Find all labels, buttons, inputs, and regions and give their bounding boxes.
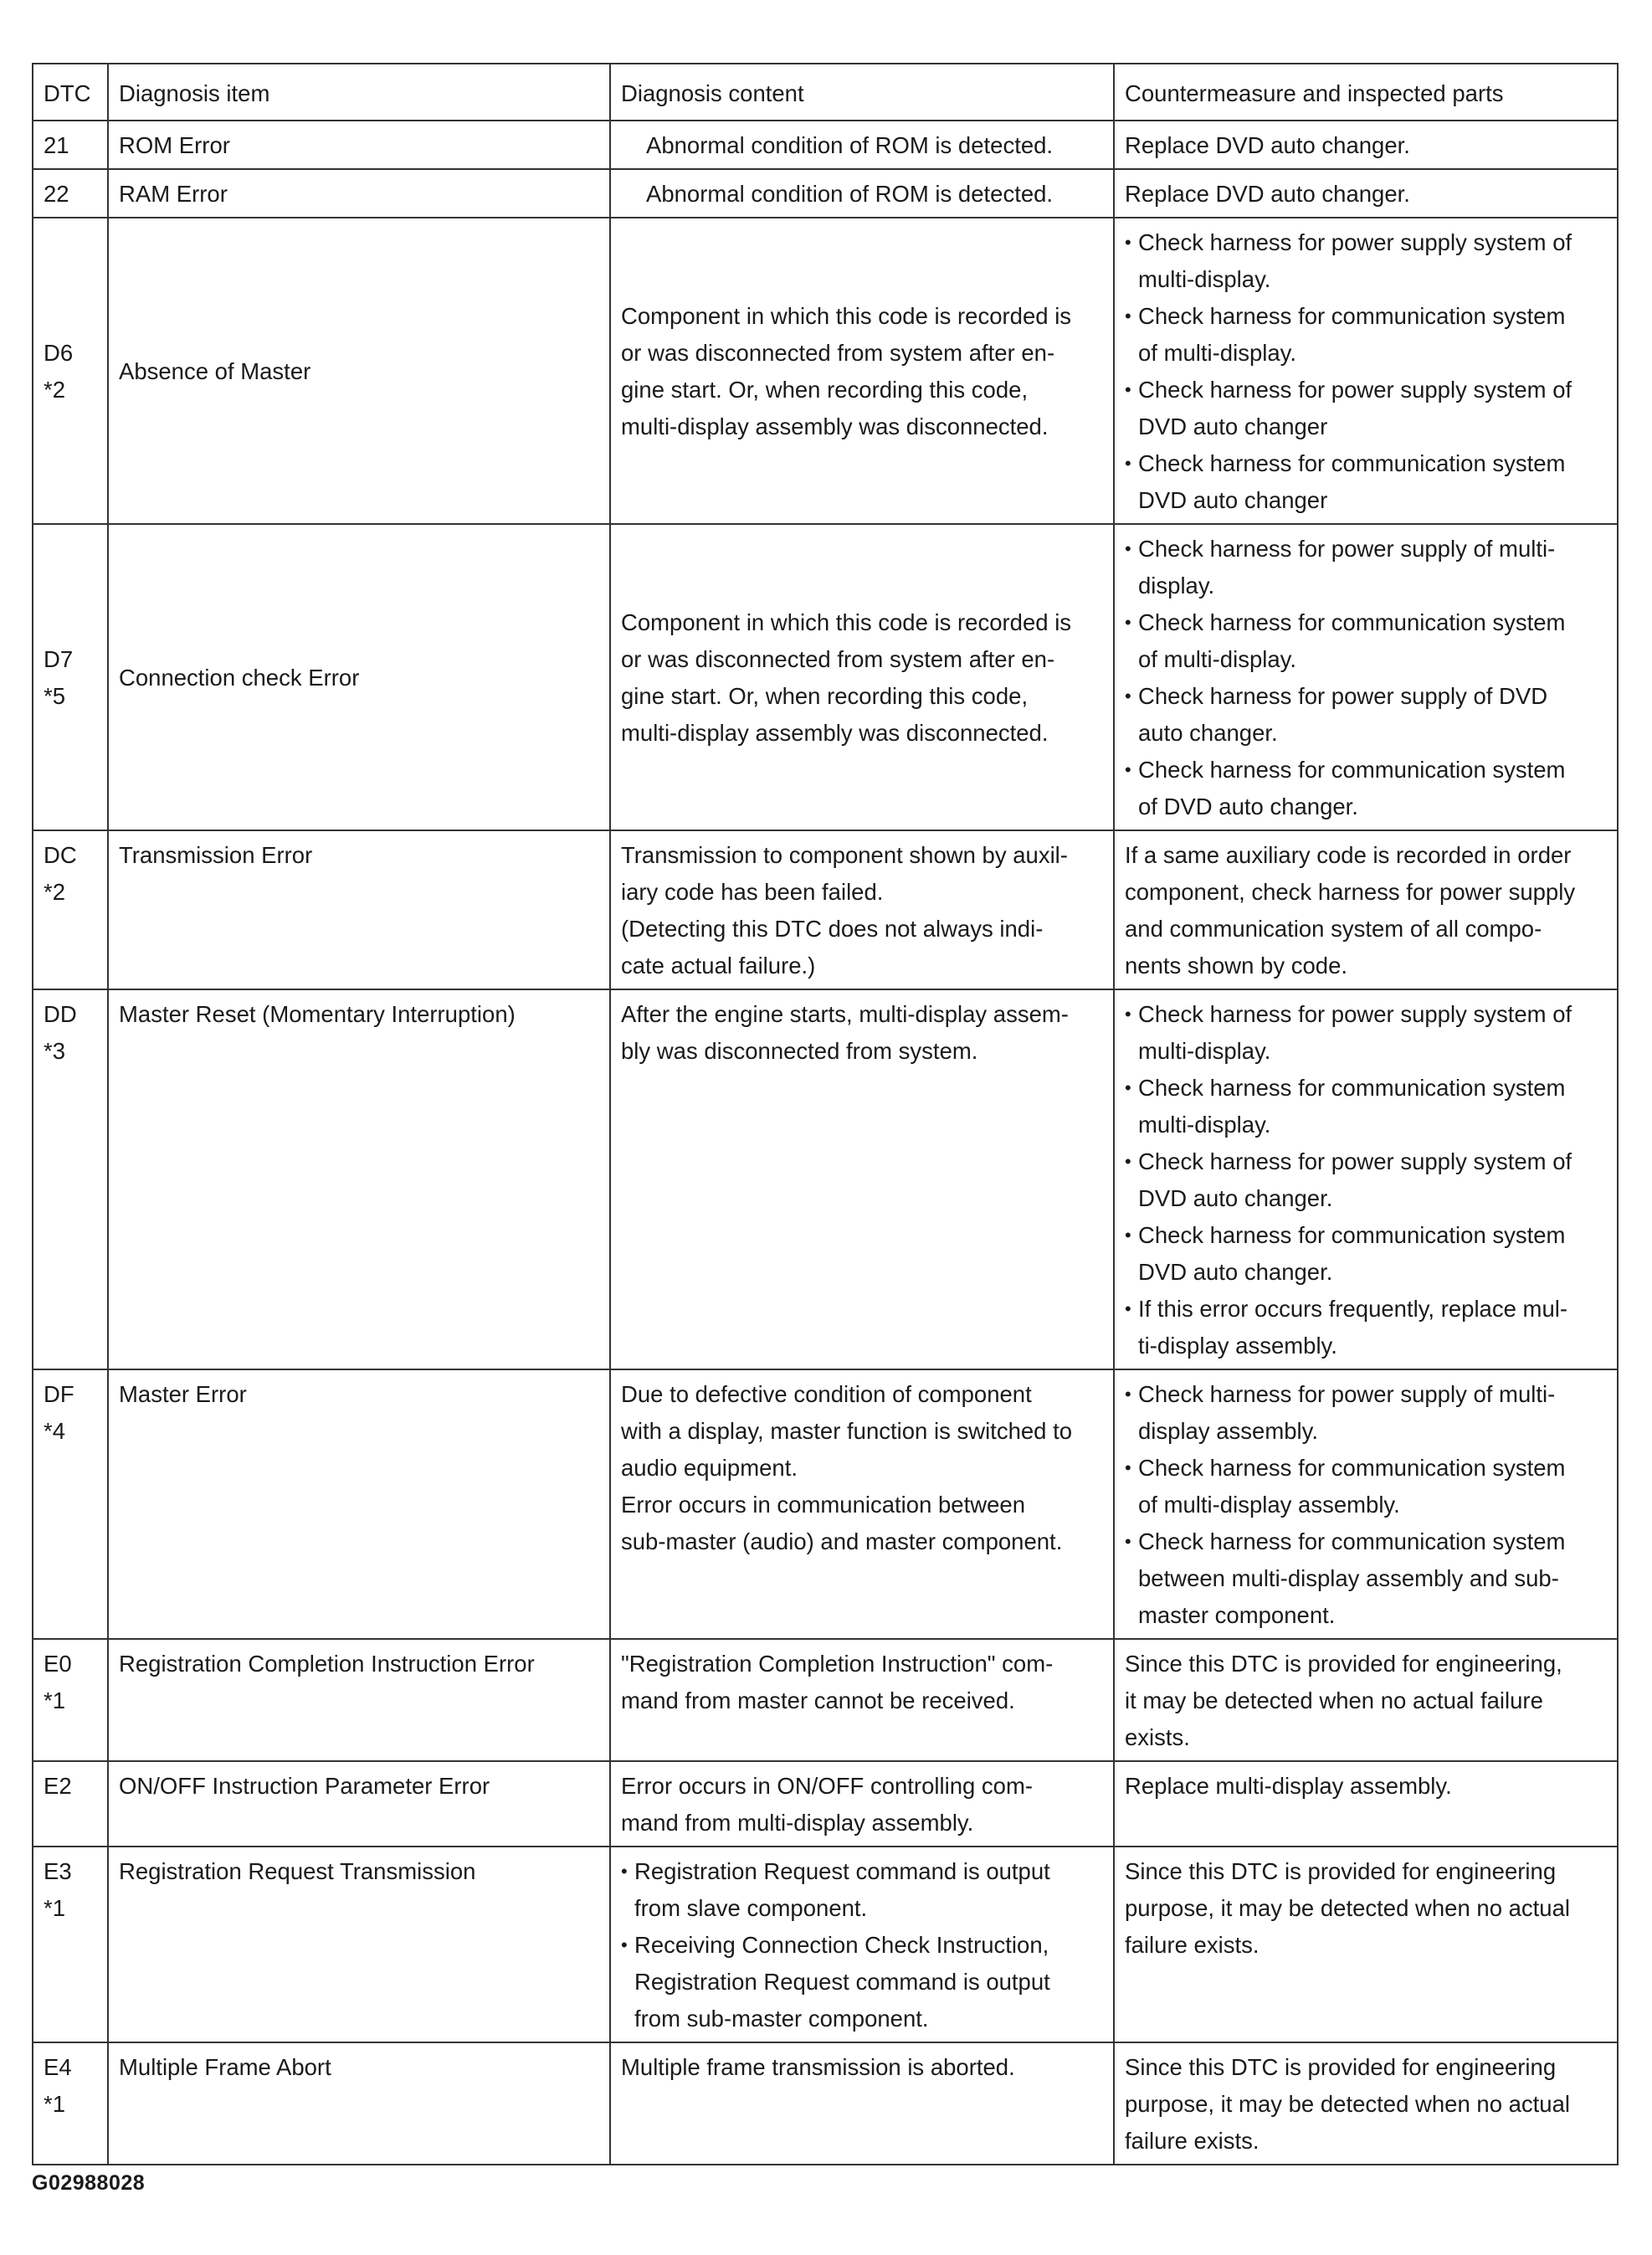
countermeasure-line: • Check harness for communication system [1138, 1222, 1566, 1248]
header-diagnosis-content: Diagnosis content [610, 64, 1114, 121]
content-line: mand from multi-display assembly. [621, 1810, 974, 1836]
content-line: Component in which this code is recorded is [621, 303, 1072, 329]
diagnosis-content-cell [610, 1369, 1114, 1639]
countermeasure-line: DVD auto changer [1138, 414, 1328, 439]
diagnosis-item-cell: ON/OFF Instruction Parameter Error [108, 1761, 610, 1847]
countermeasure-line: purpose, it may be detected when no actual [1125, 1895, 1571, 1921]
diagnosis-item-cell: ROM Error [108, 121, 610, 169]
countermeasure-line: DVD auto changer. [1138, 1259, 1333, 1285]
countermeasure-bullet [1125, 678, 1607, 752]
diagnosis-content-cell [610, 524, 1114, 830]
diagnosis-item-cell: Multiple Frame Abort [108, 2042, 610, 2165]
table-row [33, 1639, 1618, 1761]
countermeasure-cell [1114, 1847, 1618, 2042]
dtc-code: DD [44, 1001, 77, 1027]
dtc-code: E4 [44, 2054, 72, 2080]
table-row [33, 1761, 1618, 1847]
diagnosis-item-cell: RAM Error [108, 169, 610, 218]
content-bullet [621, 1927, 1103, 2037]
dtc-code: E0 [44, 1651, 72, 1677]
dtc-code-cell [33, 1847, 108, 2042]
content-line: multi-display assembly was disconnected. [621, 720, 1049, 746]
content-line: cate actual failure.) [621, 953, 816, 979]
countermeasure-bullet [1125, 372, 1607, 445]
countermeasure-line: • If this error occurs frequently, replace mul- [1138, 1296, 1568, 1322]
dtc-code-cell [33, 2042, 108, 2165]
dtc-code-cell [33, 830, 108, 989]
countermeasure-cell [1114, 1369, 1618, 1639]
countermeasure-line: Since this DTC is provided for engineering, [1125, 1651, 1562, 1677]
content-line: Multiple frame transmission is aborted. [621, 2054, 1015, 2080]
countermeasure-bullet [1125, 1376, 1607, 1450]
dtc-note: *2 [44, 377, 65, 403]
dtc-note: *2 [44, 879, 65, 905]
countermeasure-line: • Check harness for power supply of multi- [1138, 1381, 1556, 1407]
dtc-note: *1 [44, 1687, 65, 1713]
countermeasure-cell [1114, 2042, 1618, 2165]
content-line: audio equipment. [621, 1455, 798, 1481]
content-line: gine start. Or, when recording this code, [621, 683, 1029, 709]
diagnosis-content-cell [610, 1639, 1114, 1761]
content-line: with a display, master function is switched to [621, 1418, 1073, 1444]
countermeasure-line: auto changer. [1138, 720, 1278, 746]
dtc-code-cell [33, 524, 108, 830]
countermeasure-line: If a same auxiliary code is recorded in order [1125, 842, 1572, 868]
content-line: Transmission to component shown by auxil- [621, 842, 1068, 868]
diagnosis-content-cell [610, 121, 1114, 169]
countermeasure-line: • Check harness for power supply system of [1138, 229, 1572, 255]
header-countermeasure: Countermeasure and inspected parts [1114, 64, 1618, 121]
dtc-code: 22 [44, 181, 69, 207]
table-row [33, 989, 1618, 1369]
dtc-code: E3 [44, 1858, 72, 1884]
dtc-code: D7 [44, 646, 74, 672]
countermeasure-line: multi-display. [1138, 1112, 1271, 1138]
countermeasure-line: failure exists. [1125, 1932, 1260, 1958]
countermeasure-line: Replace multi-display assembly. [1125, 1773, 1452, 1799]
countermeasure-line: of multi-display. [1138, 646, 1296, 672]
countermeasure-bullet [1125, 1143, 1607, 1217]
header-dtc: DTC [33, 64, 108, 121]
table-row [33, 169, 1618, 218]
content-line: "Registration Completion Instruction" com- [621, 1651, 1054, 1677]
dtc-table [32, 63, 1619, 2165]
countermeasure-bullet [1125, 1291, 1607, 1364]
countermeasure-line: Replace DVD auto changer. [1125, 181, 1410, 207]
countermeasure-bullet [1125, 752, 1607, 825]
diagnosis-item-cell: Master Error [108, 1369, 610, 1639]
countermeasure-line: purpose, it may be detected when no actual [1125, 2091, 1571, 2117]
countermeasure-line: • Check harness for communication system [1138, 1455, 1566, 1481]
countermeasure-line: multi-display. [1138, 266, 1271, 292]
header-diagnosis-item: Diagnosis item [108, 64, 610, 121]
countermeasure-line: • Check harness for power supply of multi- [1138, 536, 1556, 562]
countermeasure-line: failure exists. [1125, 2128, 1260, 2154]
content-line: from slave component. [634, 1895, 868, 1921]
countermeasure-line: display. [1138, 573, 1215, 598]
table-header-row [33, 64, 1618, 121]
diagnosis-item-cell: Registration Request Transmission [108, 1847, 610, 2042]
content-bullet [621, 1853, 1103, 1927]
dtc-code: DC [44, 842, 77, 868]
dtc-note: *3 [44, 1038, 65, 1064]
content-line: bly was disconnected from system. [621, 1038, 978, 1064]
countermeasure-line: master component. [1138, 1602, 1336, 1628]
diagnosis-content-cell [610, 989, 1114, 1369]
countermeasure-bullet [1125, 445, 1607, 519]
countermeasure-line: of multi-display. [1138, 340, 1296, 366]
countermeasure-line: • Check harness for communication system [1138, 609, 1566, 635]
table-row [33, 524, 1618, 830]
content-line: After the engine starts, multi-display assem- [621, 1001, 1069, 1027]
countermeasure-line: display assembly. [1138, 1418, 1318, 1444]
countermeasure-line: exists. [1125, 1724, 1190, 1750]
countermeasure-cell [1114, 1761, 1618, 1847]
countermeasure-bullet [1125, 1523, 1607, 1634]
content-line: Error occurs in ON/OFF controlling com- [621, 1773, 1034, 1799]
content-line: gine start. Or, when recording this code, [621, 377, 1029, 403]
countermeasure-line: ti-display assembly. [1138, 1333, 1337, 1359]
countermeasure-cell [1114, 1639, 1618, 1761]
dtc-code-cell [33, 989, 108, 1369]
dtc-code-cell [33, 169, 108, 218]
countermeasure-bullet [1125, 531, 1607, 604]
dtc-note: *4 [44, 1418, 65, 1444]
dtc-code: E2 [44, 1773, 72, 1799]
diagnosis-content-cell [610, 830, 1114, 989]
table-row [33, 2042, 1618, 2165]
countermeasure-line: Replace DVD auto changer. [1125, 132, 1410, 158]
table-row [33, 830, 1618, 989]
dtc-code-cell [33, 121, 108, 169]
countermeasure-bullet [1125, 1070, 1607, 1143]
countermeasure-cell [1114, 830, 1618, 989]
countermeasure-line: DVD auto changer [1138, 487, 1328, 513]
content-line: multi-display assembly was disconnected. [621, 414, 1049, 439]
countermeasure-bullet [1125, 298, 1607, 372]
countermeasure-line: of DVD auto changer. [1138, 794, 1358, 819]
diagnosis-item-cell: Connection check Error [108, 524, 610, 830]
countermeasure-cell [1114, 989, 1618, 1369]
content-line: iary code has been failed. [621, 879, 884, 905]
dtc-code-cell [33, 1369, 108, 1639]
dtc-note: *1 [44, 1895, 65, 1921]
dtc-code: DF [44, 1381, 74, 1407]
content-line: mand from master cannot be received. [621, 1687, 1015, 1713]
countermeasure-bullet [1125, 604, 1607, 678]
dtc-note: *1 [44, 2091, 65, 2117]
countermeasure-line: of multi-display assembly. [1138, 1492, 1400, 1518]
diagnosis-content-cell [610, 1847, 1114, 2042]
countermeasure-line: • Check harness for communication system [1138, 1075, 1566, 1101]
countermeasure-line: and communication system of all compo- [1125, 916, 1542, 942]
content-line: Due to defective condition of component [621, 1381, 1032, 1407]
countermeasure-line: • Check harness for power supply system of [1138, 1001, 1572, 1027]
dtc-code: 21 [44, 132, 69, 158]
countermeasure-cell [1114, 121, 1618, 169]
diagnosis-content-cell [610, 1761, 1114, 1847]
figure-id: G02988028 [32, 2171, 146, 2195]
diagnosis-content-cell [610, 218, 1114, 524]
dtc-code-cell [33, 218, 108, 524]
countermeasure-cell [1114, 218, 1618, 524]
countermeasure-line: between multi-display assembly and sub- [1138, 1565, 1559, 1591]
content-line: or was disconnected from system after en- [621, 340, 1055, 366]
countermeasure-line: • Check harness for power supply system of [1138, 377, 1572, 403]
diagnosis-item-cell: Registration Completion Instruction Error [108, 1639, 610, 1761]
table-row [33, 1369, 1618, 1639]
content-line: sub-master (audio) and master component. [621, 1528, 1063, 1554]
countermeasure-line: nents shown by code. [1125, 953, 1348, 979]
dtc-note: *5 [44, 683, 65, 709]
dtc-code: D6 [44, 340, 74, 366]
content-line: or was disconnected from system after en- [621, 646, 1055, 672]
diagnosis-item-cell: Transmission Error [108, 830, 610, 989]
dtc-code-cell [33, 1639, 108, 1761]
content-line: • Registration Request command is output [634, 1858, 1050, 1884]
countermeasure-line: • Check harness for power supply system of [1138, 1148, 1572, 1174]
countermeasure-line: • Check harness for communication system [1138, 757, 1566, 783]
countermeasure-line: multi-display. [1138, 1038, 1271, 1064]
diagnosis-content-cell [610, 2042, 1114, 2165]
countermeasure-bullet [1125, 1450, 1607, 1523]
table-row [33, 1847, 1618, 2042]
table-row [33, 121, 1618, 169]
content-line: (Detecting this DTC does not always indi- [621, 916, 1044, 942]
diagnosis-item-cell: Master Reset (Momentary Interruption) [108, 989, 610, 1369]
countermeasure-line: DVD auto changer. [1138, 1185, 1333, 1211]
countermeasure-line: it may be detected when no actual failure [1125, 1687, 1543, 1713]
countermeasure-cell [1114, 524, 1618, 830]
diagnosis-content-cell [610, 169, 1114, 218]
table-row [33, 218, 1618, 524]
content-line: Abnormal condition of ROM is detected. [646, 181, 1054, 207]
countermeasure-line: • Check harness for communication system [1138, 450, 1566, 476]
content-line: Abnormal condition of ROM is detected. [646, 132, 1054, 158]
countermeasure-line: Since this DTC is provided for engineering [1125, 1858, 1557, 1884]
content-line: Error occurs in communication between [621, 1492, 1025, 1518]
countermeasure-line: • Check harness for power supply of DVD [1138, 683, 1548, 709]
countermeasure-bullet [1125, 996, 1607, 1070]
countermeasure-line: • Check harness for communication system [1138, 303, 1566, 329]
dtc-code-cell [33, 1761, 108, 1847]
content-line: Registration Request command is output [634, 1969, 1050, 1995]
countermeasure-cell [1114, 169, 1618, 218]
content-line: Component in which this code is recorded is [621, 609, 1072, 635]
countermeasure-line: • Check harness for communication system [1138, 1528, 1566, 1554]
countermeasure-line: component, check harness for power supply [1125, 879, 1576, 905]
countermeasure-bullet [1125, 1217, 1607, 1291]
diagnosis-item-cell: Absence of Master [108, 218, 610, 524]
countermeasure-bullet [1125, 224, 1607, 298]
content-line: • Receiving Connection Check Instruction, [634, 1932, 1049, 1958]
content-line: from sub-master component. [634, 2006, 929, 2032]
countermeasure-line: Since this DTC is provided for engineering [1125, 2054, 1557, 2080]
